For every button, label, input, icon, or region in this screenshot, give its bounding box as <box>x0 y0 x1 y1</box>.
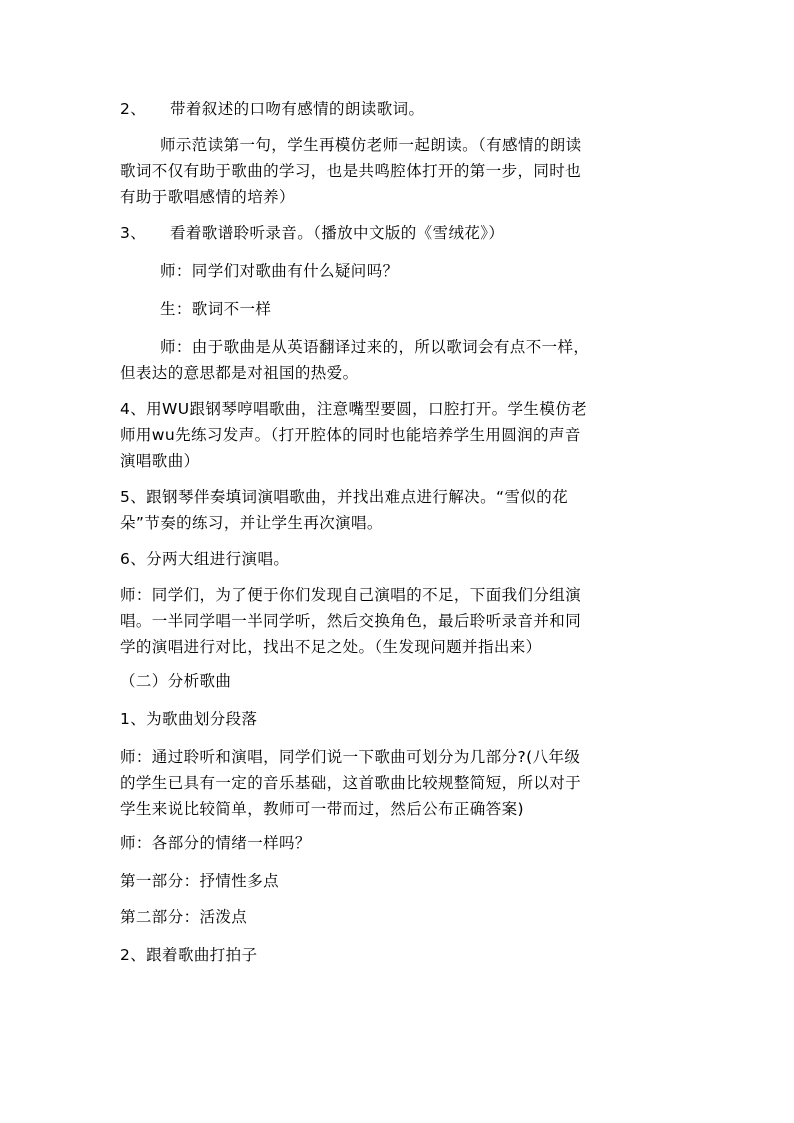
text-line: 4、用WU跟钢琴哼唱歌曲，注意嘴型要圆，口腔打开。学生模仿老 <box>120 400 588 418</box>
paragraph-teacher-demo <box>120 132 680 210</box>
dialogue-group-singing <box>120 582 680 660</box>
text-line: 5、跟钢琴伴奏填词演唱歌曲，并找出难点进行解决。“雪似的花 <box>120 488 568 506</box>
step-text: 带着叙述的口吻有感情的朗读歌词。 <box>170 100 425 118</box>
part-one-description: 第一部分：抒情性多点 <box>120 872 280 890</box>
step-2-beat-heading: 2、跟着歌曲打拍子 <box>120 946 258 964</box>
dialogue-mood-question: 师：各部分的情绪一样吗？ <box>120 834 311 852</box>
dialogue-teacher-question: 师：同学们对歌曲有什么疑问吗？ <box>160 262 399 280</box>
text-line: 歌词不仅有助于歌曲的学习，也是共鸣腔体打开的第一步，同时也 <box>120 162 582 180</box>
step-number: 2、 <box>120 100 147 118</box>
text-line: 学的演唱进行对比，找出不足之处。（生发现问题并指出来） <box>120 638 542 656</box>
step-text: 看着歌谱聆听录音。（播放中文版的《雪绒花》） <box>170 224 505 242</box>
text-line: 朵”节奏的练习，并让学生再次演唱。 <box>120 514 383 532</box>
text-line: 学生来说比较简单，教师可一带而过，然后公布正确答案) <box>120 800 524 818</box>
text-line: 师示范读第一句，学生再模仿老师一起朗读。（有感情的朗读 <box>160 136 582 154</box>
dialogue-song-sections <box>120 744 680 822</box>
step-3-heading <box>120 220 680 246</box>
dialogue-student-answer: 生：歌词不一样 <box>160 300 272 318</box>
text-line: 但表达的意思都是对祖国的热爱。 <box>120 364 359 382</box>
text-line: 师：通过聆听和演唱，同学们说一下歌曲可划分为几部分?(八年级 <box>120 748 581 766</box>
text-line: 师用wu先练习发声。（打开腔体的同时也能培养学生用圆润的声音 <box>120 426 581 444</box>
text-line: 师：同学们，为了便于你们发现自己演唱的不足，下面我们分组演 <box>120 586 582 604</box>
text-line: 有助于歌唱感情的培养） <box>120 188 295 206</box>
step-number: 3、 <box>120 224 147 242</box>
part-two-description: 第二部分：活泼点 <box>120 908 248 926</box>
text-line: 唱。一半同学唱一半同学听，然后交换角色，最后聆听录音并和同 <box>120 612 582 630</box>
step-2-heading <box>120 96 680 122</box>
section-heading-analysis: （二）分析歌曲 <box>120 672 232 690</box>
text-line: 师：由于歌曲是从英语翻译过来的，所以歌词会有点不一样， <box>160 338 590 356</box>
text-line: 演唱歌曲） <box>120 452 200 470</box>
step-6-heading: 6、分两大组进行演唱。 <box>120 550 290 568</box>
text-line: 的学生已具有一定的音乐基础，这首歌曲比较规整简短，所以对于 <box>120 774 582 792</box>
step-4-paragraph <box>120 396 680 474</box>
step-1-heading: 1、为歌曲划分段落 <box>120 710 258 728</box>
step-5-paragraph <box>120 484 680 536</box>
dialogue-teacher-explanation <box>120 334 680 386</box>
